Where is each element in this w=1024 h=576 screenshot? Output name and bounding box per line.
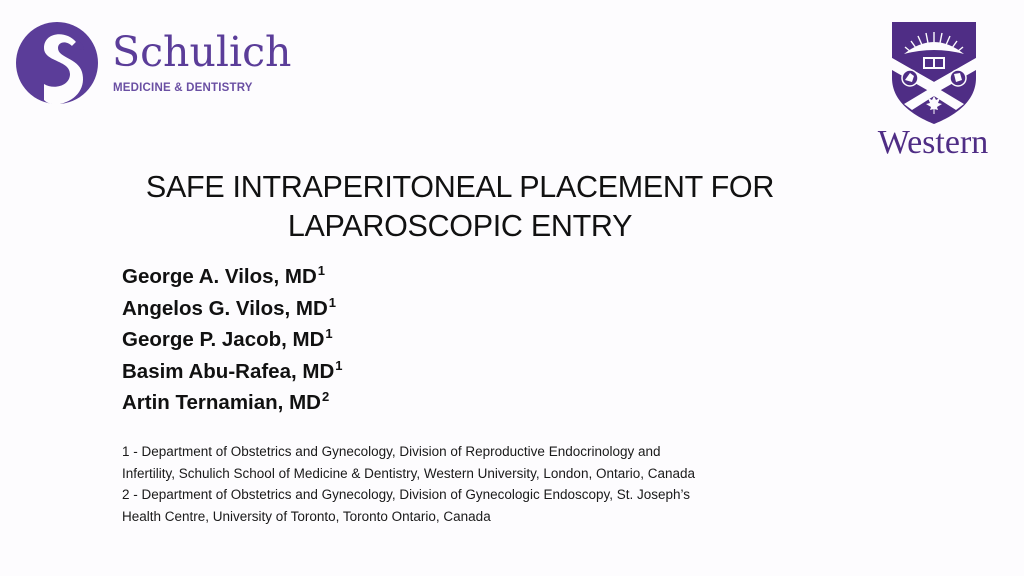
western-shield-icon xyxy=(890,20,978,126)
affiliation-marker: 2 xyxy=(321,389,330,404)
author-name: George P. Jacob, MD xyxy=(122,328,325,351)
author-item xyxy=(122,388,342,420)
schulich-subtitle: MEDICINE & DENTISTRY xyxy=(113,82,253,94)
author-item xyxy=(122,262,342,294)
western-logo xyxy=(866,18,1000,163)
author-name: Basim Abu-Rafea, MD xyxy=(122,359,335,383)
author-list xyxy=(122,262,342,420)
slide-title-line-1: SAFE INTRAPERITONEAL PLACEMENT FOR xyxy=(145,170,775,204)
affiliation-marker: 1 xyxy=(317,263,326,278)
schulich-wordmark: Schulich xyxy=(112,28,292,76)
schulich-logo xyxy=(14,20,292,105)
author-item xyxy=(122,294,342,326)
affiliation-marker: 1 xyxy=(325,326,333,341)
author-item xyxy=(122,357,342,389)
schulich-s-icon xyxy=(14,20,100,106)
author-item xyxy=(122,325,342,357)
affiliation-list xyxy=(122,441,822,527)
affiliation-2-line-1: 2 - Department of Obstetrics and Gynecology, Division of Gynecologic Endoscopy, St. Joseph’s xyxy=(122,487,691,502)
affiliation-2-line-2: Health Centre, University of Toronto, Toronto Ontario, Canada xyxy=(122,508,491,524)
author-name: Angelos G. Vilos, MD xyxy=(122,296,328,320)
author-name: Artin Ternamian, MD xyxy=(122,391,321,414)
affiliation-1-line-2: Infertility, Schulich School of Medicine & Dentistry, Western University, London, Ontario, Canada xyxy=(122,465,696,481)
author-name: George A. Vilos, MD xyxy=(122,265,317,288)
affiliation-marker: 1 xyxy=(328,294,337,310)
slide-title xyxy=(100,168,820,246)
slide-title-line-2: LAPAROSCOPIC ENTRY xyxy=(287,209,633,243)
affiliation-marker: 1 xyxy=(335,357,343,373)
affiliation-1-line-1: 1 - Department of Obstetrics and Gynecology, Division of Reproductive Endocrinology and xyxy=(122,444,661,459)
western-wordmark: Western xyxy=(877,124,989,161)
